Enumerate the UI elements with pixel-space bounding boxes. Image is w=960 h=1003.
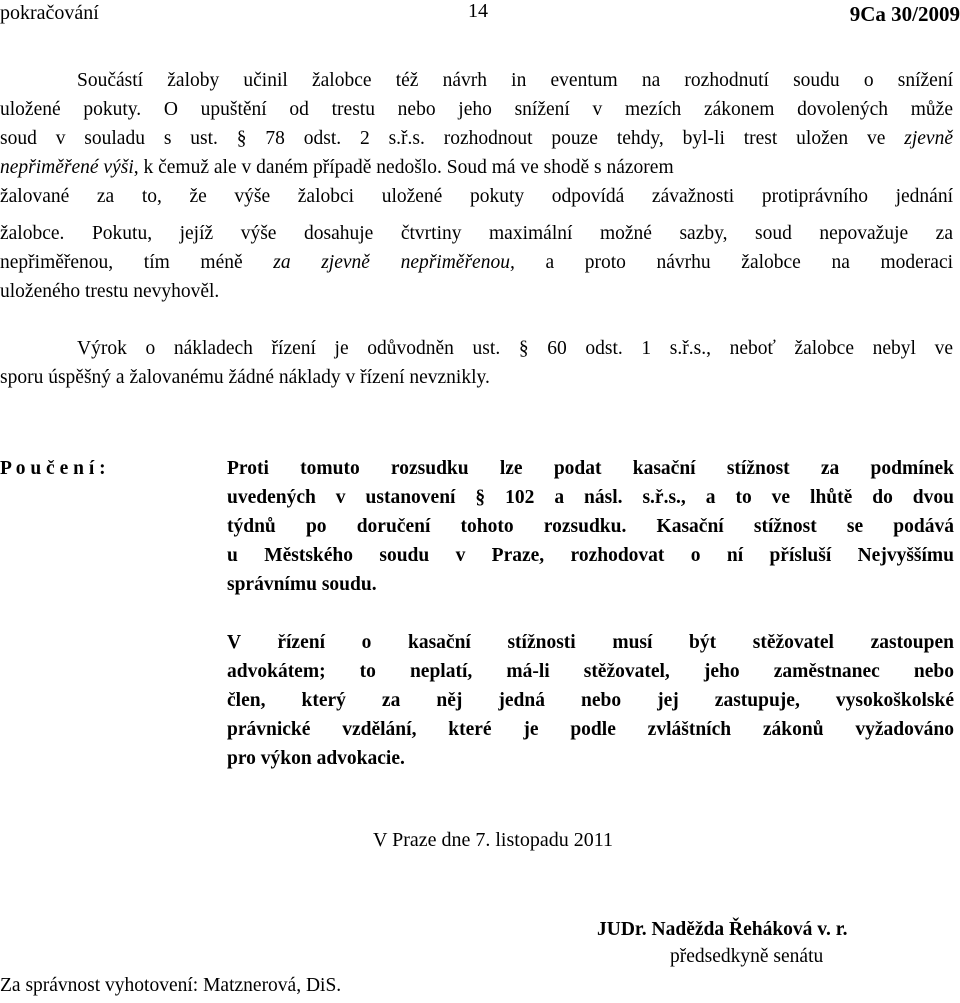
signature-role: předsedkyně senátu <box>670 946 824 967</box>
paragraph-line: sporu úspěšný a žalovanému žádné náklady v řízení nevznikly. <box>0 367 490 388</box>
paragraph-text: nepřiměřenou, tím méně <box>0 252 243 273</box>
italic-text: za zjevně nepřiměřenou, <box>273 252 515 273</box>
case-number: 9Ca 30/2009 <box>849 2 960 26</box>
paragraph-line: Výrok o nákladech řízení je odůvodněn ust. § 60 odst. 1 s.ř.s., neboť žalobce nebyl ve <box>77 338 953 359</box>
instruction-line: pro výkon advokacie. <box>227 748 405 769</box>
instruction-label: P o u č e n í : <box>0 458 106 479</box>
italic-text: nepřiměřené výši <box>0 157 134 178</box>
paragraph-line: uloženého trestu nevyhověl. <box>0 281 220 302</box>
instruction-line: Proti tomuto rozsudku lze podat kasační stížnost za podmínek <box>227 458 954 479</box>
paragraph-line: Součástí žaloby učinil žalobce též návrh in eventum na rozhodnutí soudu o snížení <box>77 70 953 91</box>
italic-text: zjevně <box>904 128 953 149</box>
copy-certification: Za správnost vyhotovení: Matznerová, DiS. <box>0 975 342 996</box>
instruction-line: týdnů po doručení tohoto rozsudku. Kasační stížnost se podává <box>227 516 954 537</box>
page-number: 14 <box>468 0 488 22</box>
continuation-label: pokračování <box>0 2 99 24</box>
instruction-line: správnímu soudu. <box>227 574 377 595</box>
paragraph-text: , k čemuž ale v daném případě nedošlo. Soud má ve shodě s názorem <box>133 157 674 178</box>
instruction-line: právnické vzdělání, které je podle zvláštních zákonů vyžadováno <box>227 719 954 740</box>
paragraph-text: a proto návrhu žalobce na moderaci <box>545 252 954 273</box>
paragraph-text: soud v souladu s ust. § 78 odst. 2 s.ř.s. rozhodnout pouze tehdy, byl-li trest uložen ve <box>0 128 886 149</box>
instruction-line: u Městského soudu v Praze, rozhodovat o ní přísluší Nejvyššímu <box>227 545 954 566</box>
instruction-line: uvedených v ustanovení § 102 a násl. s.ř.s., a to ve lhůtě do dvou <box>227 487 954 508</box>
paragraph-line <box>0 252 953 274</box>
paragraph-line: žalobce. Pokutu, jejíž výše dosahuje čtvrtiny maximální možné sazby, soud nepovažuje za <box>0 223 953 244</box>
signature-name: JUDr. Naděžda Řeháková v. r. <box>597 919 848 940</box>
instruction-line: člen, který za něj jedná nebo jej zastupuje, vysokoškolské <box>227 690 954 711</box>
paragraph-line <box>0 157 953 179</box>
paragraph-line <box>0 128 953 150</box>
paragraph-line: žalované za to, že výše žalobci uložené pokuty odpovídá závažnosti protiprávního jednání <box>0 186 953 207</box>
instruction-line: V řízení o kasační stížnosti musí být stěžovatel zastoupen <box>227 632 954 653</box>
instruction-line: advokátem; to neplatí, má-li stěžovatel, jeho zaměstnanec nebo <box>227 661 954 682</box>
paragraph-line: uložené pokuty. O upuštění od trestu nebo jeho snížení v mezích zákonem dovolených může <box>0 99 953 120</box>
date-line: V Praze dne 7. listopadu 2011 <box>373 829 613 851</box>
